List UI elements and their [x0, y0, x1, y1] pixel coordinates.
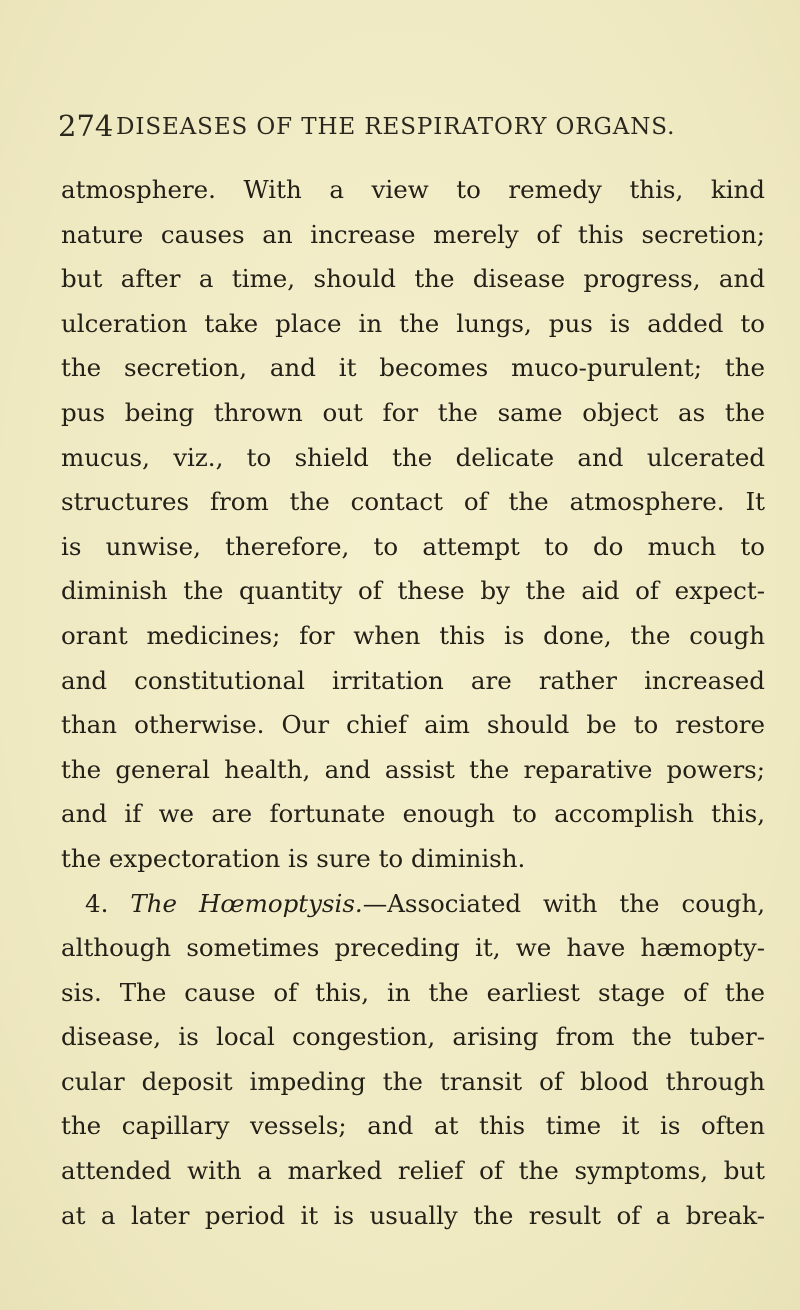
section-first-line	[61, 882, 765, 927]
section-number: 4.	[85, 888, 109, 918]
text-line: diminish the quantity of these by the aid of expect-	[61, 576, 765, 606]
section-heading: The Hœmoptysis.	[130, 888, 363, 918]
text-line: disease, is local congestion, arising from the tuber-	[61, 1022, 765, 1052]
text-line: although sometimes preceding it, we have hæmopty-	[61, 933, 765, 963]
text-line: and if we are fortunate enough to accomplish this,	[61, 799, 765, 829]
text-line: is unwise, therefore, to attempt to do much to	[61, 531, 765, 561]
paragraph-last-line: the expectoration is sure to diminish.	[61, 843, 526, 873]
text-line: atmosphere. With a view to remedy this, kind	[61, 175, 765, 204]
text-line: nature causes an increase merely of this secretion;	[61, 219, 765, 249]
text-line: structures from the contact of the atmosphere. It	[61, 487, 765, 517]
text-line: but after a time, should the disease progress, and	[61, 264, 765, 294]
text-line: attended with a marked relief of the symptoms, but	[61, 1156, 765, 1186]
text-line: mucus, viz., to shield the delicate and ulcerated	[61, 442, 765, 472]
text-line: the capillary vessels; and at this time it is often	[61, 1111, 765, 1141]
text-line: ulceration take place in the lungs, pus is added to	[61, 308, 765, 338]
text-line: orant medicines; for when this is done, the cough	[61, 620, 765, 650]
text-line: at a later period it is usually the result of a break-	[61, 1200, 765, 1230]
text-line: pus being thrown out for the same object as the	[61, 397, 765, 427]
text-line: and constitutional irritation are rather increased	[61, 665, 765, 695]
page-number: 274	[58, 109, 114, 143]
running-title: DISEASES OF THE RESPIRATORY ORGANS.	[116, 114, 676, 140]
section-first-line-text: —Associated with the cough,	[362, 888, 766, 918]
text-line: sis. The cause of this, in the earliest stage of the	[61, 977, 765, 1007]
running-head	[58, 106, 758, 146]
text-line: the secretion, and it becomes muco-purulent; the	[61, 353, 765, 383]
text-line: the general health, and assist the reparative powers;	[61, 754, 765, 784]
text-line: than otherwise. Our chief aim should be to restore	[61, 710, 765, 740]
text-line: cular deposit impeding the transit of blood through	[61, 1066, 765, 1096]
body-text	[61, 168, 765, 1238]
